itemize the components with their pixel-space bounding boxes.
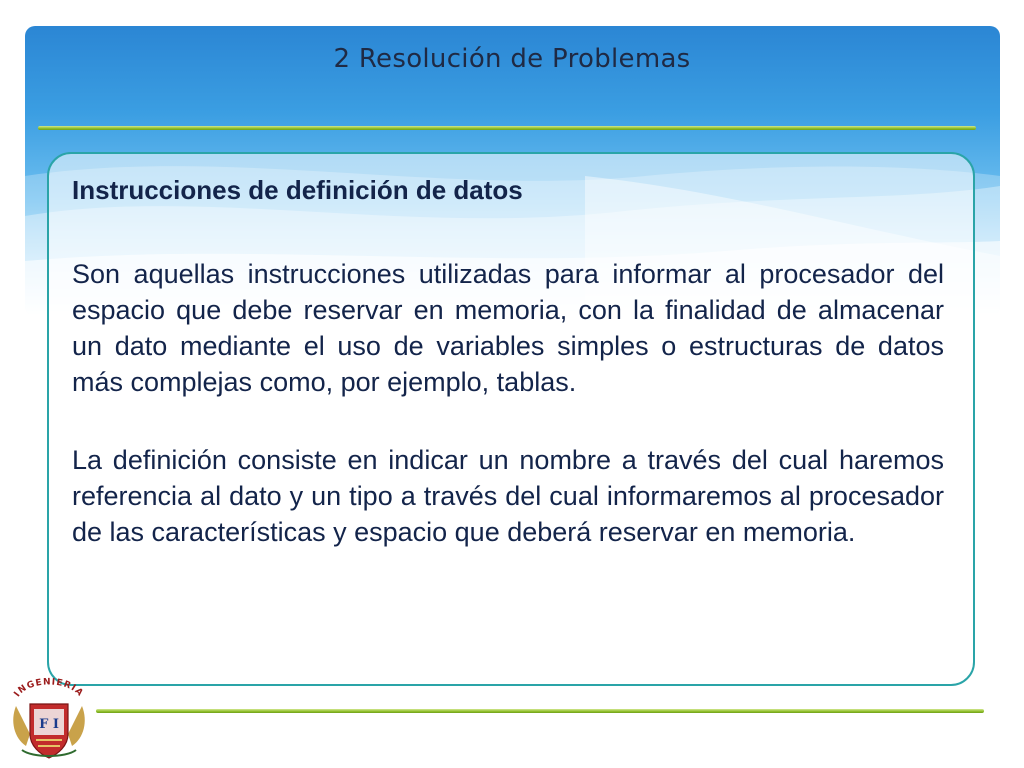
svg-text:INGENIERIA (13, 677, 86, 699)
logo-arc-text: INGENIERIA (12, 677, 86, 700)
engineering-faculty-shield-icon (8, 676, 90, 766)
content-heading: Instrucciones de definición de datos (72, 175, 523, 205)
slide-title: 2 Resolución de Problemas (333, 44, 691, 74)
paragraph-definition: Son aquellas instrucciones utilizadas para informar al procesador del espacio que debe reservar en memoria, con la finalidad de almacenar un dato mediante el uso de variables simples o estructuras de datos más complejas como, por ejemplo, tablas. (72, 259, 944, 397)
content-text (72, 172, 944, 550)
bottom-divider-rule (96, 709, 984, 713)
top-divider-rule (38, 126, 976, 130)
paragraph-explanation: La definición consiste en indicar un nombre a través del cual haremos referencia al dato y un tipo a través del cual informaremos al procesador de las características y espacio que deberá reservar en memoria. (72, 445, 944, 547)
logo-letters: F I (39, 717, 59, 732)
